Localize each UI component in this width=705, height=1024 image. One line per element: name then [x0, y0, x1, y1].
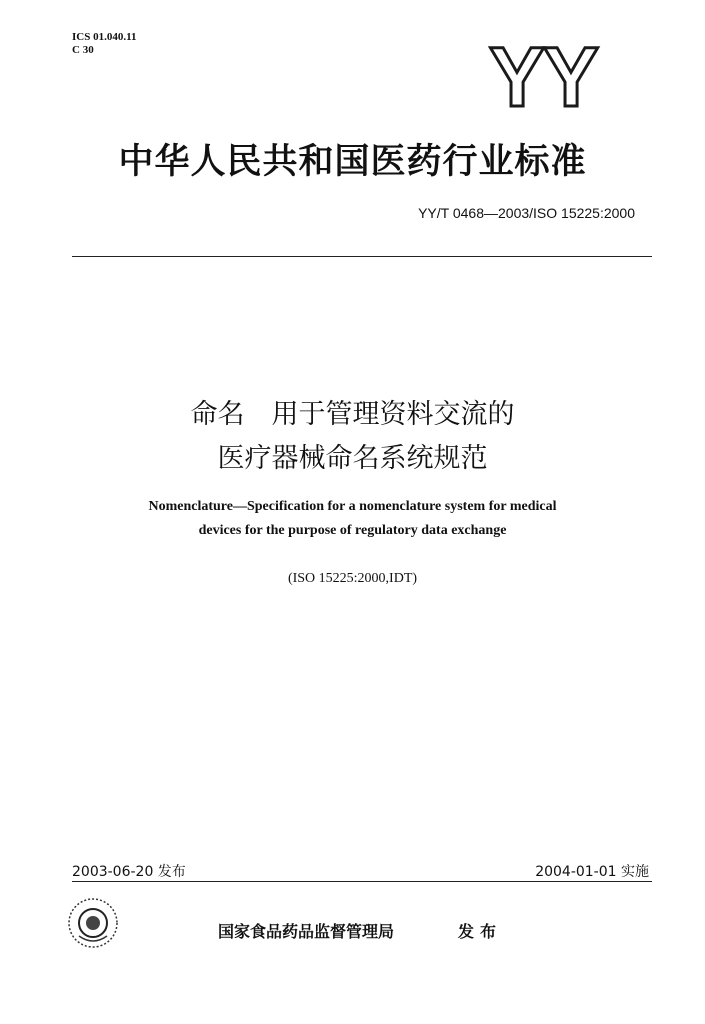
national-emblem-seal	[66, 896, 120, 950]
ccs-code: C 30	[72, 44, 94, 56]
standard-number: YY/T 0468—2003/ISO 15225:2000	[418, 205, 635, 221]
implement-date: 2004-01-01 实施	[535, 864, 649, 880]
chinese-title-line-2: 医疗器械命名系统规范	[217, 443, 488, 474]
issue-label: 发布	[458, 922, 503, 941]
organization-title: 中华人民共和国医药行业标准	[118, 142, 587, 182]
english-title-line-2: devices for the purpose of regulatory data exchange	[198, 523, 507, 538]
ics-code: ICS 01.040.11	[72, 31, 137, 43]
logo-text: YY	[488, 40, 598, 114]
yy-logo	[468, 40, 618, 114]
footer-rule	[72, 881, 652, 882]
classification-codes	[72, 31, 137, 57]
issuing-authority: 国家食品药品监督管理局	[218, 922, 395, 941]
header-rule	[72, 256, 652, 257]
chinese-title-line-1: 命名 用于管理资料交流的	[190, 399, 515, 430]
iso-equivalence: (ISO 15225:2000,IDT)	[287, 571, 418, 586]
publish-date: 2003-06-20 发布	[72, 864, 186, 880]
english-title-line-1: Nomenclature—Specification for a nomenclature system for medical	[148, 499, 557, 514]
